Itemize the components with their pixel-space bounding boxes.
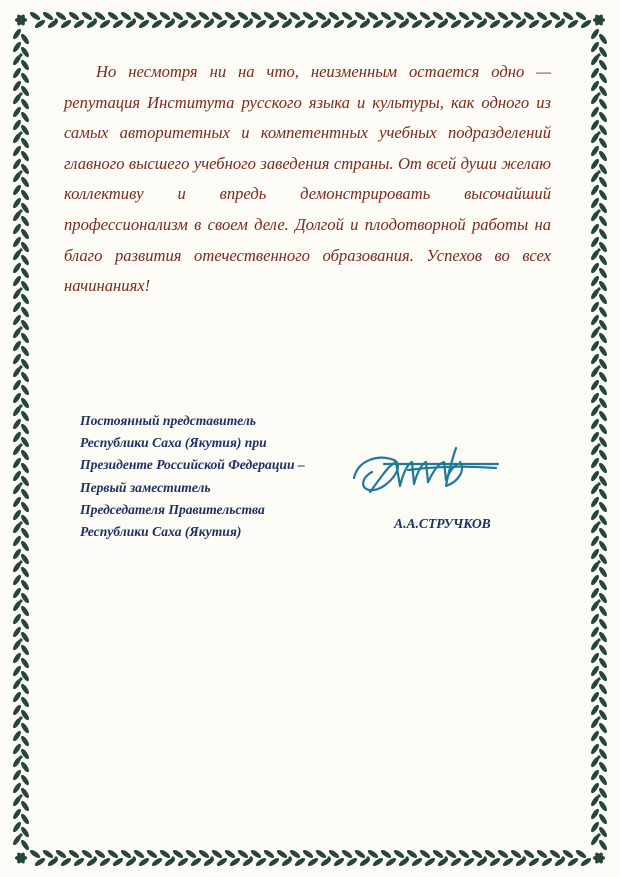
signoff-block	[80, 410, 340, 543]
signoff-line-2: Республики Саха (Якутия) при	[80, 435, 267, 451]
letter-body: Но несмотря ни на что, неизменным остается одно — репутация Института русского языка и культуры, как одного из самых авторитетных и компетентных учебных подразделений главного высшего учебного заведения страны. От всей души желаю коллективу и впредь демонстрировать высочайший профессионализм в своем деле. Долгой и плодотворной работы на благо развития отечественного образования. Успехов во всех начинаниях!	[64, 62, 551, 296]
signoff-line-6: Республики Саха (Якутия)	[80, 524, 242, 540]
signoff-line-3: Президенте Российской Федерации –	[80, 457, 305, 473]
signatory-name: А.А.СТРУЧКОВ	[394, 516, 491, 531]
signoff-line-1: Постоянный представитель	[80, 413, 257, 428]
signoff-line-5: Председателя Правительства	[80, 501, 265, 517]
signoff-line-4: Первый заместитель	[80, 479, 211, 495]
handwritten-signature	[348, 440, 508, 510]
